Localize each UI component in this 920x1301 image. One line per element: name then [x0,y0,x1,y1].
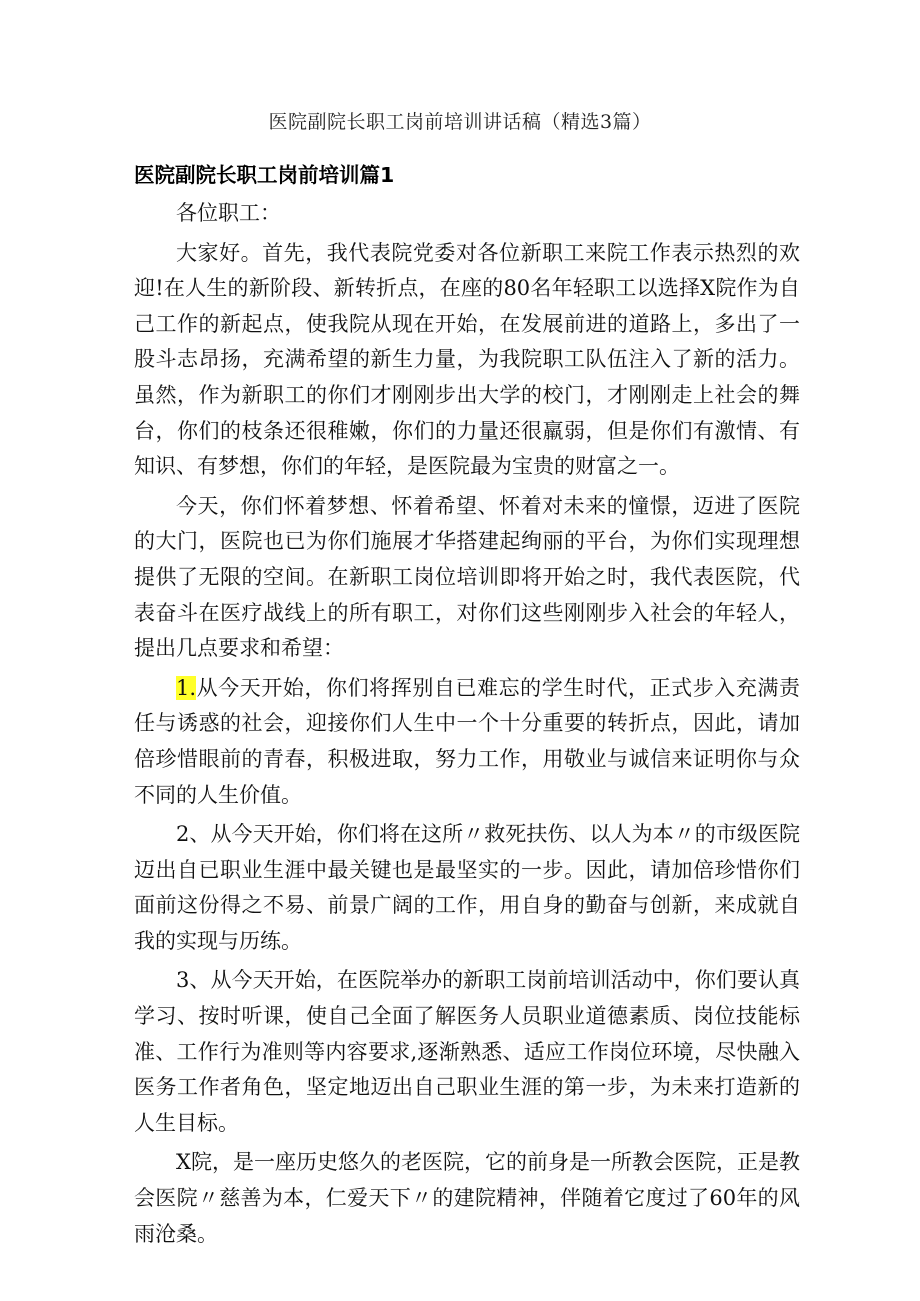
paragraph-point-3: 3、从今天开始，在医院举办的新职工岗前培训活动中，你们要认真学习、按时听课，使自己全面了解医务人员职业道德素质、岗位技能标准、工作行为准则等内容要求,逐渐熟悉、适应工作岗位环境，尽快融入医务工作者角色，坚定地迈出自己职业生涯的第一步，为未来打造新的人生目标。 [134,968,800,1135]
highlighted-marker: 1. [176,675,197,700]
document-title: 医院副院长职工岗前培训讲话稿（精选3篇） [268,111,652,133]
paragraph-salutation: 各位职工： [176,201,281,225]
point-1-text: 从今天开始，你们将挥别自已难忘的学生时代，正式步入充满责任与诱惑的社会，迎接你们人生中一个十分重要的转折点，因此，请加倍珍惜眼前的青春，积极进取，努力工作，用敬业与诚信来证明你与众不同的人生价值。 [134,675,800,807]
section-heading: 医院副院长职工岗前培训篇1 [134,163,395,187]
paragraph-point-2: 2、从今天开始，你们将在这所〃救死扶伤、以人为本〃的市级医院迈出自已职业生涯中最关键也是最坚实的一步。因此，请加倍珍惜你们面前这份得之不易、前景广阔的工作，用自身的勤奋与创新，来成就自我的实现与历练。 [134,822,800,953]
body-text [134,196,800,1252]
paragraph-welcome: 大家好。首先，我代表院党委对各位新职工来院工作表示热烈的欢迎!在人生的新阶段、新转折点，在座的80名年轻职工以选择X院作为自己工作的新起点，使我院从现在开始，在发展前进的道路上，多出了一股斗志昂扬，充满希望的新生力量，为我院职工队伍注入了新的活力。虽然，作为新职工的你们才刚刚步出大学的校门，才刚刚走上社会的舞台，你们的枝条还很稚嫩，你们的力量还很羸弱，但是你们有激情、有知识、有梦想，你们的年轻，是医院最为宝贵的财富之一。 [134,240,800,479]
paragraph-history: X院，是一座历史悠久的老医院，它的前身是一所教会医院，正是教会医院〃慈善为本，仁爱天下〃的建院精神，伴随着它度过了60年的风雨沧桑。 [134,1150,800,1246]
paragraph-today: 今天，你们怀着梦想、怀着希望、怀着对未来的憧憬，迈进了医院的大门，医院也已为你们施展才华搭建起绚丽的平台，为你们实现理想提供了无限的空间。在新职工岗位培训即将开始之时，我代表医院，代表奋斗在医疗战线上的所有职工，对你们这些刚刚步入社会的年轻人，提出几点要求和希望： [134,493,800,661]
paragraph-point-1 [134,671,800,813]
